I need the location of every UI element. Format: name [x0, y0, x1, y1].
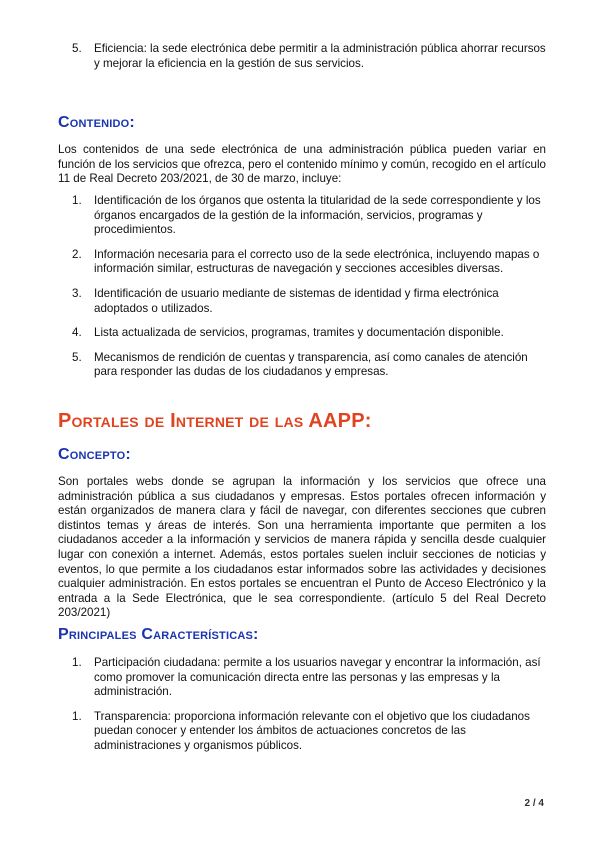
list-item-text: Participación ciudadana: permite a los usuarios navegar y encontrar la información, así como promover la comunicación directa entre las personas y las empresas y la administración. — [94, 656, 541, 699]
list-item-text: Identificación de los órganos que ostenta la titularidad de la sede correspondiente y los órganos encargados de la gestión de la información, servicios, programas y procedimientos. — [94, 194, 541, 237]
list-item-text: Información necesaria para el correcto uso de la sede electrónica, incluyendo mapas o información similar, estructuras de navegación y secciones accesibles diversas. — [94, 247, 540, 276]
list-item — [58, 326, 546, 341]
section-heading-contenido: Contenido: — [58, 114, 135, 131]
list-item-text: Identificación de usuario mediante de sistemas de identidad y firma electrónica adoptados o utilizados. — [94, 286, 499, 315]
list-number: 1. — [72, 656, 82, 669]
list-item — [58, 194, 546, 238]
contenido-intro: Los contenidos de una sede electrónica de una administración pública pueden variar en función de los servicios que ofrezca, pero el contenido mínimo y común, recogido en el artículo 11 de Real Decreto 203/2021, de 30 de marzo, incluye: — [58, 143, 546, 186]
list-item — [58, 656, 546, 700]
page-number: 2 / 4 — [524, 798, 544, 809]
list-number: 2. — [72, 247, 82, 261]
top-list — [58, 42, 546, 71]
list-item-text: Eficiencia: la sede electrónica debe permitir a la administración pública ahorrar recursos y mejorar la eficiencia en la gestión de sus servicios. — [94, 42, 546, 70]
list-item-text: Lista actualizada de servicios, programas, tramites y documentación disponible. — [94, 326, 504, 340]
list-item — [58, 287, 546, 316]
section-heading-portales: Portales de Internet de las AAPP: — [58, 410, 372, 432]
list-number: 5. — [72, 42, 82, 55]
caracteristicas-list — [58, 656, 546, 754]
list-item — [58, 710, 546, 754]
list-item — [58, 351, 546, 380]
list-number: 5. — [72, 350, 82, 364]
list-item-text: Transparencia: proporciona información relevante con el objetivo que los ciudadanos puedan conocer y entender los ámbitos de actuaciones concretos de las administraciones y organismos públicos. — [94, 709, 530, 752]
list-item-text: Mecanismos de rendición de cuentas y transparencia, así como canales de atención para responder las dudas de los ciudadanos y empresas. — [94, 350, 528, 379]
list-number: 1. — [72, 194, 82, 207]
list-item — [58, 248, 546, 277]
contenido-list — [58, 194, 546, 380]
list-number: 1. — [72, 709, 82, 723]
section-heading-concepto: Concepto: — [58, 446, 131, 463]
section-heading-caracteristicas: Principales Características: — [58, 626, 259, 643]
list-item — [58, 42, 546, 71]
concepto-body: Son portales webs donde se agrupan la información y los servicios que ofrece una administración pública a sus ciudadanos y empresas. Estos portales ofrecen información y están organizados de manera clara y fácil de navegar, con diferentes secciones que cubren distintos temas y áreas de interés. Son una herramienta importante que permiten a los ciudadanos acceder a la información y servicios de manera rápida y sencilla desde cualquier lugar con conexión a internet. Además, estos portales suelen incluir secciones de noticias y eventos, lo que permite a los ciudadanos estar informados sobre las actividades y decisiones cualquier administración. En estos portales se encuentran el Punto de Acceso Electrónico y la entrada a la Sede Electrónica, que le sea correspondiente. (artículo 5 del Real Decreto 203/2021) — [58, 475, 546, 620]
list-number: 4. — [72, 326, 82, 340]
list-number: 3. — [72, 286, 82, 300]
